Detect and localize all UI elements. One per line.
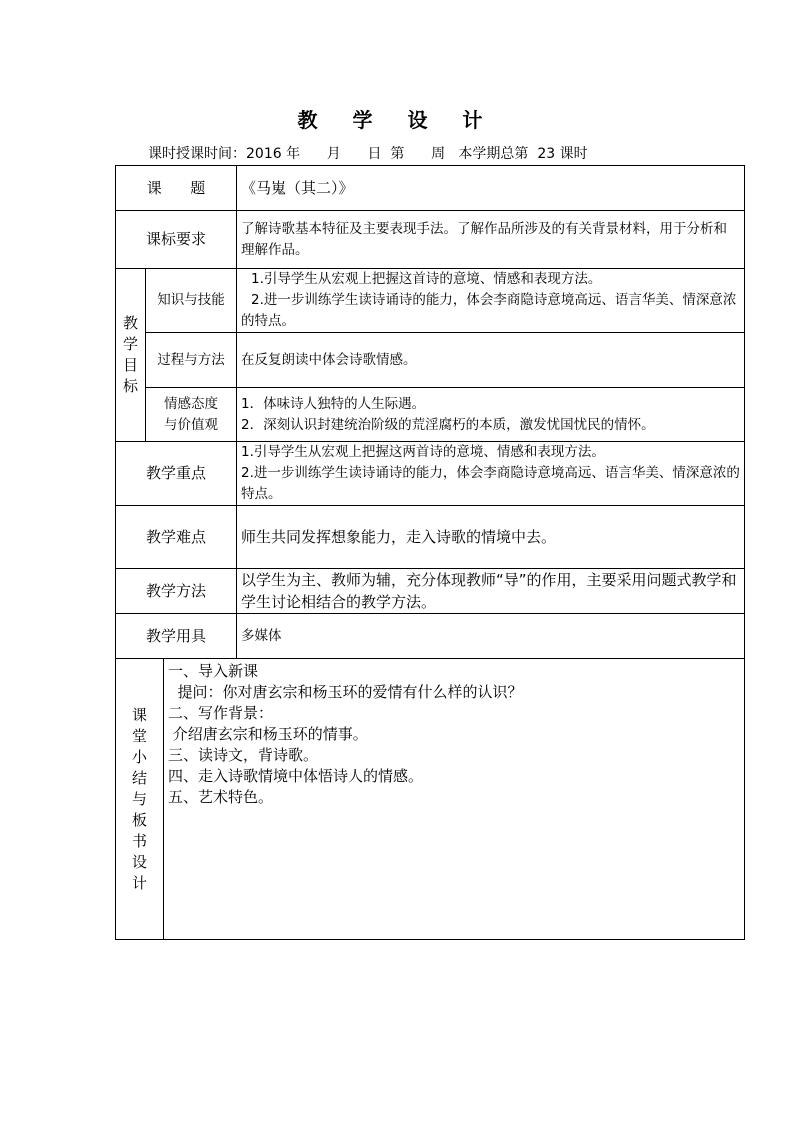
key-point-line: 1.引导学生从宏观上把握这两首诗的意境、情感和表现方法。 <box>241 444 605 460</box>
summary-line: 五、艺术特色。 <box>168 788 274 806</box>
tools-row <box>116 614 745 659</box>
standard-label: 课标要求 <box>116 211 237 269</box>
standard-value: 了解诗歌基本特征及主要表现手法。了解作品所涉及的有关背景材料，用于分析和理解作品。 <box>237 211 745 269</box>
summary-label: 课 堂 小 结 与 板 书 设 计 <box>116 659 164 940</box>
method-row <box>116 569 745 614</box>
page-title: 教 学 设 计 <box>297 108 497 132</box>
key-points-label: 教学重点 <box>116 442 237 506</box>
knowledge-line: 2.进一步训练学生读诗诵诗的能力，体会李商隐诗意境高远、语言华美、情深意浓的特点。 <box>241 292 737 329</box>
difficulty-row <box>116 506 745 569</box>
summary-line: 一、导入新课 <box>168 662 259 680</box>
process-row <box>116 333 745 388</box>
topic-row <box>116 166 745 211</box>
summary-row <box>116 659 745 940</box>
difficulty-label: 教学难点 <box>116 506 237 569</box>
knowledge-row <box>116 269 745 333</box>
standard-row <box>116 211 745 269</box>
tools-label: 教学用具 <box>116 614 237 659</box>
attitude-row <box>116 388 745 442</box>
process-label: 过程与方法 <box>146 333 237 388</box>
summary-line: 提问：你对唐玄宗和杨玉环的爱情有什么样的认识？ <box>168 683 523 701</box>
method-value: 以学生为主、教师为辅，充分体现教师“导”的作用，主要采用问题式教学和学生讨论相结合的教学方法。 <box>237 569 745 614</box>
summary-line: 三、读诗文，背诗歌。 <box>168 746 319 764</box>
knowledge-value <box>237 269 745 333</box>
knowledge-label: 知识与技能 <box>146 269 237 333</box>
summary-line: 四、走入诗歌情境中体悟诗人的情感。 <box>168 767 424 785</box>
attitude-line: 2．深刻认识封建统治阶级的荒淫腐朽的本质，激发忧国忧民的情怀。 <box>241 416 655 433</box>
topic-label: 课 题 <box>116 166 237 211</box>
attitude-value <box>237 388 745 442</box>
lesson-time-line: 课时授课时间：2016 年 月 日 第 周 本学期总第 23 课时 <box>148 146 588 162</box>
summary-line: 二、写作背景： <box>168 704 274 722</box>
key-points-row <box>116 442 745 506</box>
summary-line: 介绍唐玄宗和杨玉环的情事。 <box>168 725 368 743</box>
goals-group-label: 教 学 目 标 <box>116 269 146 442</box>
lesson-plan-table <box>115 165 745 940</box>
tools-value: 多媒体 <box>237 614 745 659</box>
attitude-label: 情感态度 与价值观 <box>146 388 237 442</box>
method-label: 教学方法 <box>116 569 237 614</box>
attitude-line: 1．体味诗人独特的人生际遇。 <box>241 395 426 412</box>
key-point-line: 2.进一步训练学生读诗诵诗的能力，体会李商隐诗意境高远、语言华美、情深意浓的特点。 <box>241 465 740 502</box>
process-value: 在反复朗读中体会诗歌情感。 <box>237 333 745 388</box>
key-points-value <box>237 442 745 506</box>
knowledge-line: 1.引导学生从宏观上把握这首诗的意境、情感和表现方法。 <box>251 271 602 287</box>
topic-value: 《马嵬（其二）》 <box>237 166 745 211</box>
difficulty-value: 师生共同发挥想象能力，走入诗歌的情境中去。 <box>237 506 745 569</box>
summary-value <box>164 659 745 940</box>
